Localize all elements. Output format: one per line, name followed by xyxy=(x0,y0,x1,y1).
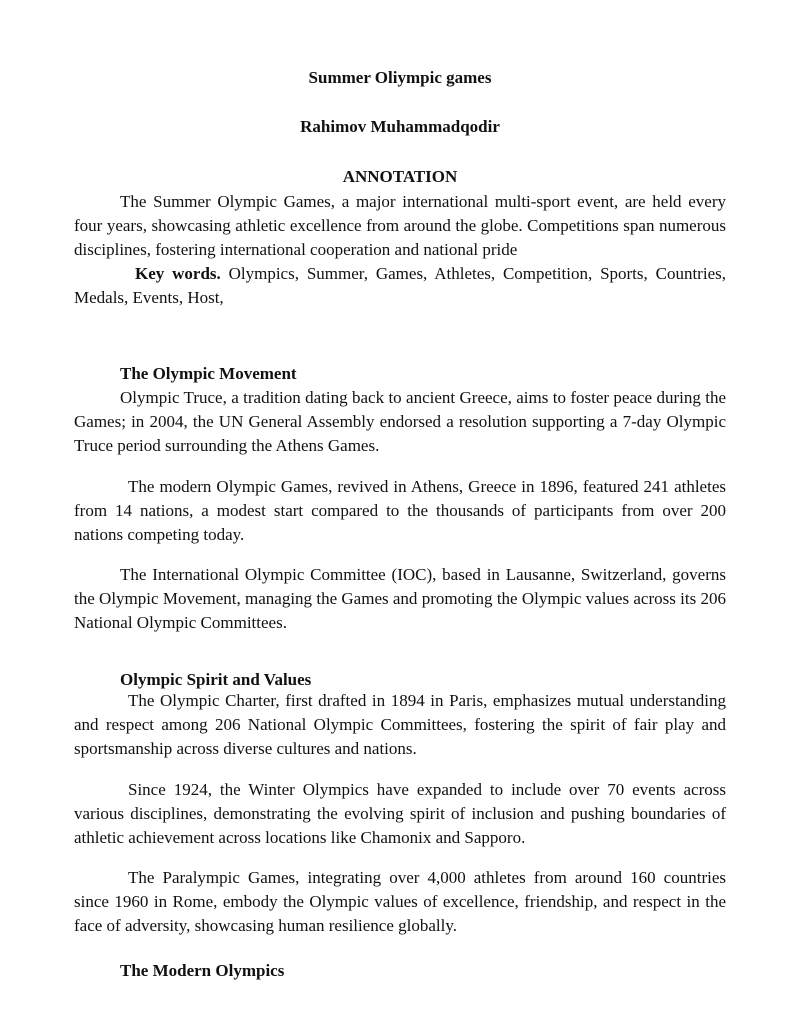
keywords-label: Key words. xyxy=(135,264,221,283)
paragraph-olympic-truce: Olympic Truce, a tradition dating back to ancient Greece, aims to foster peace during the Games; in 2004, the UN General Assembly endorsed a resolution supporting a 7-day Olympic Truce period surrounding the Athens Games. xyxy=(74,388,726,455)
section-heading-modern-olympics: The Modern Olympics xyxy=(120,961,285,980)
paragraph-olympic-charter: The Olympic Charter, first drafted in 1894 in Paris, emphasizes mutual understanding and respect among 206 National Olympic Committees, fostering the spirit of fair play and sportsmanship across diverse cultures and nations. xyxy=(74,691,726,758)
keywords-paragraph xyxy=(74,262,726,310)
section-heading-spirit-values: Olympic Spirit and Values xyxy=(120,670,312,689)
annotation-paragraph: The Summer Olympic Games, a major international multi-sport event, are held every four years, showcasing athletic excellence from around the globe. Competitions span numerous disciplines, fostering international cooperation and national pride xyxy=(74,192,726,259)
paragraph-ioc: The International Olympic Committee (IOC), based in Lausanne, Switzerland, governs the Olympic Movement, managing the Games and promoting the Olympic values across its 206 National Olympic Committees. xyxy=(74,565,726,632)
paragraph-modern-games: The modern Olympic Games, revived in Athens, Greece in 1896, featured 241 athletes from 14 nations, a modest start compared to the thousands of participants from over 200 nations competing today. xyxy=(74,477,726,544)
paragraph-winter-olympics: Since 1924, the Winter Olympics have expanded to include over 70 events across various disciplines, demonstrating the evolving spirit of inclusion and pushing boundaries of athletic achievement across locations like Chamonix and Sapporo. xyxy=(74,780,726,847)
document-title: Summer Oliympic games xyxy=(308,68,492,87)
paragraph-paralympic: The Paralympic Games, integrating over 4,000 athletes from around 160 countries since 1960 in Rome, embody the Olympic values of excellence, friendship, and respect in the face of adversity, showcasing human resilience globally. xyxy=(74,868,726,935)
annotation-heading: ANNOTATION xyxy=(342,167,458,186)
section-heading-olympic-movement: The Olympic Movement xyxy=(120,364,297,383)
author-name: Rahimov Muhammadqodir xyxy=(300,117,500,136)
keywords-list: Olympics, Summer, Games, Athletes, Competition, Sports, Countries, Medals, Events, Host, xyxy=(74,264,726,307)
